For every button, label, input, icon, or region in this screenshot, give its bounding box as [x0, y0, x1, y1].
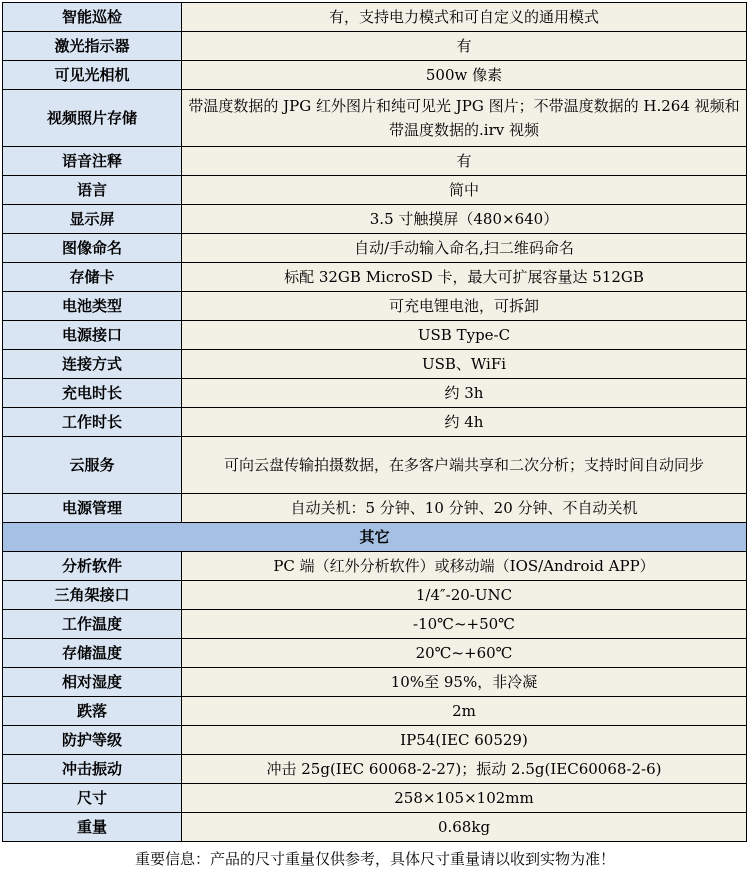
spec-value: USB Type-C — [182, 321, 747, 350]
spec-value: 有 — [182, 32, 747, 61]
spec-label: 工作时长 — [3, 408, 182, 437]
spec-row — [3, 350, 747, 379]
spec-row — [3, 494, 747, 523]
spec-label: 防护等级 — [3, 726, 182, 755]
spec-value: 258×105×102mm — [182, 784, 747, 813]
spec-value: 冲击 25g(IEC 60068-2-27)；振动 2.5g(IEC60068-2-6) — [182, 755, 747, 784]
spec-row — [3, 610, 747, 639]
spec-label: 电源管理 — [3, 494, 182, 523]
spec-label: 可见光相机 — [3, 61, 182, 90]
spec-row — [3, 784, 747, 813]
spec-label: 相对湿度 — [3, 668, 182, 697]
spec-value: 有，支持电力模式和可自定义的通用模式 — [182, 3, 747, 32]
spec-label: 激光指示器 — [3, 32, 182, 61]
spec-label: 云服务 — [3, 437, 182, 494]
spec-row — [3, 234, 747, 263]
spec-value: 2m — [182, 697, 747, 726]
spec-label: 图像命名 — [3, 234, 182, 263]
spec-row — [3, 408, 747, 437]
spec-label: 智能巡检 — [3, 3, 182, 32]
spec-row — [3, 379, 747, 408]
spec-row — [3, 581, 747, 610]
spec-value: USB、WiFi — [182, 350, 747, 379]
spec-row — [3, 61, 747, 90]
spec-label: 重量 — [3, 813, 182, 842]
spec-row — [3, 755, 747, 784]
spec-value: 可充电锂电池，可拆卸 — [182, 292, 747, 321]
spec-label: 充电时长 — [3, 379, 182, 408]
spec-value: 0.68kg — [182, 813, 747, 842]
spec-row — [3, 32, 747, 61]
spec-row — [3, 176, 747, 205]
spec-label: 分析软件 — [3, 552, 182, 581]
spec-table — [2, 2, 747, 842]
spec-value: 1/4″-20-UNC — [182, 581, 747, 610]
spec-table-body — [3, 3, 747, 842]
spec-value: 3.5 寸触摸屏（480×640） — [182, 205, 747, 234]
spec-value: 约 4h — [182, 408, 747, 437]
spec-row — [3, 205, 747, 234]
spec-label: 尺寸 — [3, 784, 182, 813]
spec-label: 电源接口 — [3, 321, 182, 350]
spec-value: 500w 像素 — [182, 61, 747, 90]
spec-label: 显示屏 — [3, 205, 182, 234]
spec-label: 连接方式 — [3, 350, 182, 379]
spec-row — [3, 726, 747, 755]
spec-label: 跌落 — [3, 697, 182, 726]
spec-value: 标配 32GB MicroSD 卡，最大可扩展容量达 512GB — [182, 263, 747, 292]
spec-value: 带温度数据的 JPG 红外图片和纯可见光 JPG 图片；不带温度数据的 H.264 视频和带温度数据的.irv 视频 — [182, 90, 747, 147]
spec-row — [3, 639, 747, 668]
spec-label: 语音注释 — [3, 147, 182, 176]
spec-label: 冲击振动 — [3, 755, 182, 784]
spec-row — [3, 90, 747, 147]
spec-row — [3, 321, 747, 350]
spec-value: 10%至 95%，非冷凝 — [182, 668, 747, 697]
spec-label: 语言 — [3, 176, 182, 205]
spec-label: 三角架接口 — [3, 581, 182, 610]
spec-value: 有 — [182, 147, 747, 176]
spec-row — [3, 813, 747, 842]
spec-value: IP54(IEC 60529) — [182, 726, 747, 755]
spec-value: -10℃~+50℃ — [182, 610, 747, 639]
spec-value: 可向云盘传输拍摄数据，在多客户端共享和二次分析；支持时间自动同步 — [182, 437, 747, 494]
spec-row — [3, 552, 747, 581]
spec-value: 自动/手动输入命名,扫二维码命名 — [182, 234, 747, 263]
spec-row — [3, 292, 747, 321]
spec-row — [3, 697, 747, 726]
spec-label: 存储卡 — [3, 263, 182, 292]
spec-label: 电池类型 — [3, 292, 182, 321]
section-row — [3, 523, 747, 552]
spec-value: 约 3h — [182, 379, 747, 408]
spec-value: 自动关机：5 分钟、10 分钟、20 分钟、不自动关机 — [182, 494, 747, 523]
spec-row — [3, 668, 747, 697]
spec-row — [3, 147, 747, 176]
spec-value: 20℃~+60℃ — [182, 639, 747, 668]
spec-row — [3, 263, 747, 292]
spec-label: 工作温度 — [3, 610, 182, 639]
spec-label: 视频照片存储 — [3, 90, 182, 147]
spec-value: PC 端（红外分析软件）或移动端（IOS/Android APP） — [182, 552, 747, 581]
spec-row — [3, 437, 747, 494]
spec-value: 简中 — [182, 176, 747, 205]
spec-label: 存储温度 — [3, 639, 182, 668]
spec-row — [3, 3, 747, 32]
section-title: 其它 — [3, 523, 747, 552]
footer-note: 重要信息：产品的尺寸重量仅供参考，具体尺寸重量请以收到实物为准！ — [134, 850, 615, 868]
